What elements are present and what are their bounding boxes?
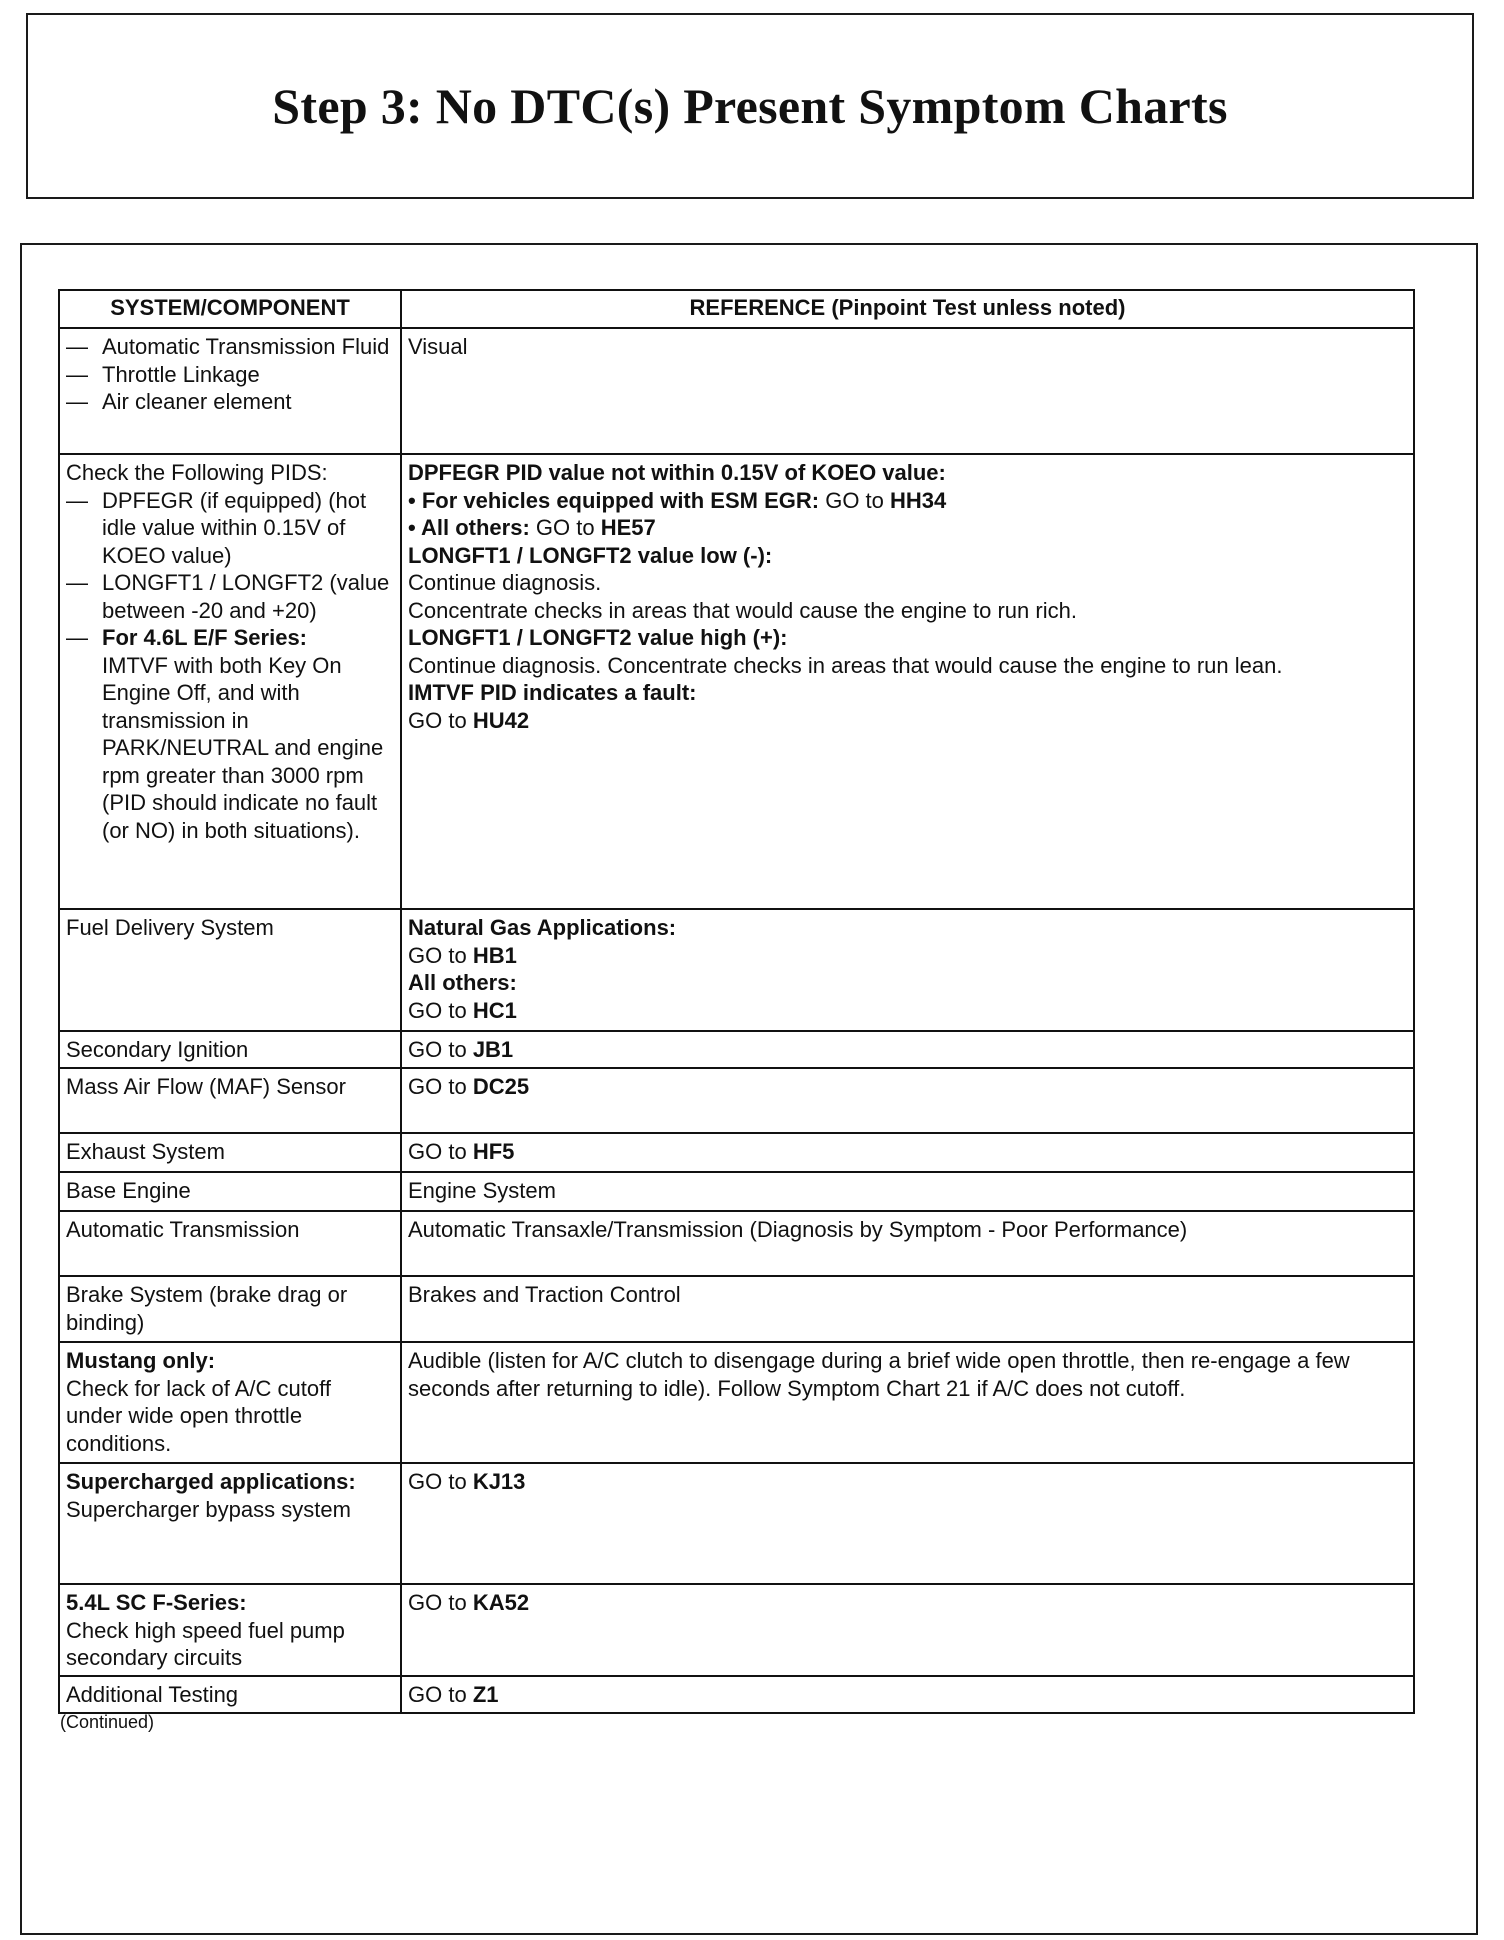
- table-row: [59, 1342, 1414, 1463]
- component-cell: 5.4L SC F-Series: Check high speed fuel pump secondary circuits: [59, 1584, 401, 1676]
- table-row: [59, 1584, 1414, 1676]
- reference-cell: Automatic Transaxle/Transmission (Diagnosis by Symptom - Poor Performance): [401, 1211, 1414, 1276]
- table-row: [59, 454, 1414, 909]
- component-cell: Exhaust System: [59, 1133, 401, 1172]
- table-row: [59, 1463, 1414, 1584]
- table-row: [59, 1031, 1414, 1068]
- table-row: [59, 1133, 1414, 1172]
- reference-cell: GO to Z1: [401, 1676, 1414, 1713]
- reference-cell: GO to DC25: [401, 1068, 1414, 1133]
- table-header-row: [59, 290, 1414, 328]
- component-cell: Base Engine: [59, 1172, 401, 1211]
- list-item: — For 4.6L E/F Series: IMTVF with both Key On Engine Off, and with transmission in PARK/NEUTRAL and engine rpm greater than 3000 rpm (PID should indicate no fault (or NO) in both situations).: [66, 625, 384, 843]
- list-item: — DPFEGR (if equipped) (hot idle value within 0.15V of KOEO value): [66, 487, 367, 568]
- component-cell: Mustang only: Check for lack of A/C cutoff under wide open throttle conditions.: [59, 1342, 401, 1463]
- reference-cell: Audible (listen for A/C clutch to disengage during a brief wide open throttle, then re-engage a few seconds after returning to idle). Follow Symptom Chart 21 if A/C does not cutoff.: [401, 1342, 1414, 1463]
- table-row: [59, 1276, 1414, 1342]
- table-row: [59, 328, 1414, 454]
- list-item: — LONGFT1 / LONGFT2 (value between -20 and +20): [66, 570, 390, 623]
- table-row: [59, 909, 1414, 1031]
- header-reference: REFERENCE (Pinpoint Test unless noted): [401, 290, 1414, 328]
- reference-cell: GO to KJ13: [401, 1463, 1414, 1584]
- reference-cell: Brakes and Traction Control: [401, 1276, 1414, 1342]
- reference-cell: GO to KA52: [401, 1584, 1414, 1676]
- component-cell: Check the Following PIDS: — DPFEGR (if equipped) (hot idle value within 0.15V of KOEO value) — LONGFT1 / LONGFT2 (value between -20 and +20) — For 4.6L E/F Series: IMTVF with both Key On Engine Off, and with transmission in PARK/NEUTRAL and engine rpm greater than 3000 rpm (PID should indicate no fault (or NO) in both situations).: [59, 454, 401, 909]
- component-cell: Mass Air Flow (MAF) Sensor: [59, 1068, 401, 1133]
- reference-cell: Natural Gas Applications: GO to HB1 All others: GO to HC1: [401, 909, 1414, 1031]
- title-box: [26, 13, 1474, 199]
- component-cell: Additional Testing: [59, 1676, 401, 1713]
- table-row: [59, 1211, 1414, 1276]
- reference-cell: DPFEGR PID value not within 0.15V of KOEO value: • For vehicles equipped with ESM EGR: GO to HH34 • All others: GO to HE57 LONGFT1 / LONGFT2 value low (-): Continue diagnosis. Concentrate checks in areas that would cause the engine to run rich. LONGFT1 / LONGFT2 value high (+): Continue diagnosis. Concentrate checks in areas that would cause the engine to run lean. IMTVF PID indicates a fault: GO to HU42: [401, 454, 1414, 909]
- reference-cell: GO to JB1: [401, 1031, 1414, 1068]
- table-row: [59, 1068, 1414, 1133]
- table-row: [59, 1172, 1414, 1211]
- component-cell: Automatic Transmission: [59, 1211, 401, 1276]
- reference-cell: GO to HF5: [401, 1133, 1414, 1172]
- component-cell: Secondary Ignition: [59, 1031, 401, 1068]
- symptom-chart-table: [58, 289, 1415, 1714]
- header-system-component: SYSTEM/COMPONENT: [59, 290, 401, 328]
- list-item: — Automatic Transmission Fluid: [66, 334, 390, 359]
- continued-note: (Continued): [60, 1712, 155, 1732]
- component-cell: Fuel Delivery System: [59, 909, 401, 1031]
- component-cell: [59, 328, 401, 454]
- table-row: [59, 1676, 1414, 1713]
- reference-cell: Visual: [401, 328, 1414, 454]
- list-item: — Air cleaner element: [66, 389, 292, 414]
- component-cell: Supercharged applications: Supercharger bypass system: [59, 1463, 401, 1584]
- reference-cell: Engine System: [401, 1172, 1414, 1211]
- page-title: Step 3: No DTC(s) Present Symptom Charts: [272, 78, 1228, 134]
- list-item: — Throttle Linkage: [66, 361, 260, 387]
- component-cell: Brake System (brake drag or binding): [59, 1276, 401, 1342]
